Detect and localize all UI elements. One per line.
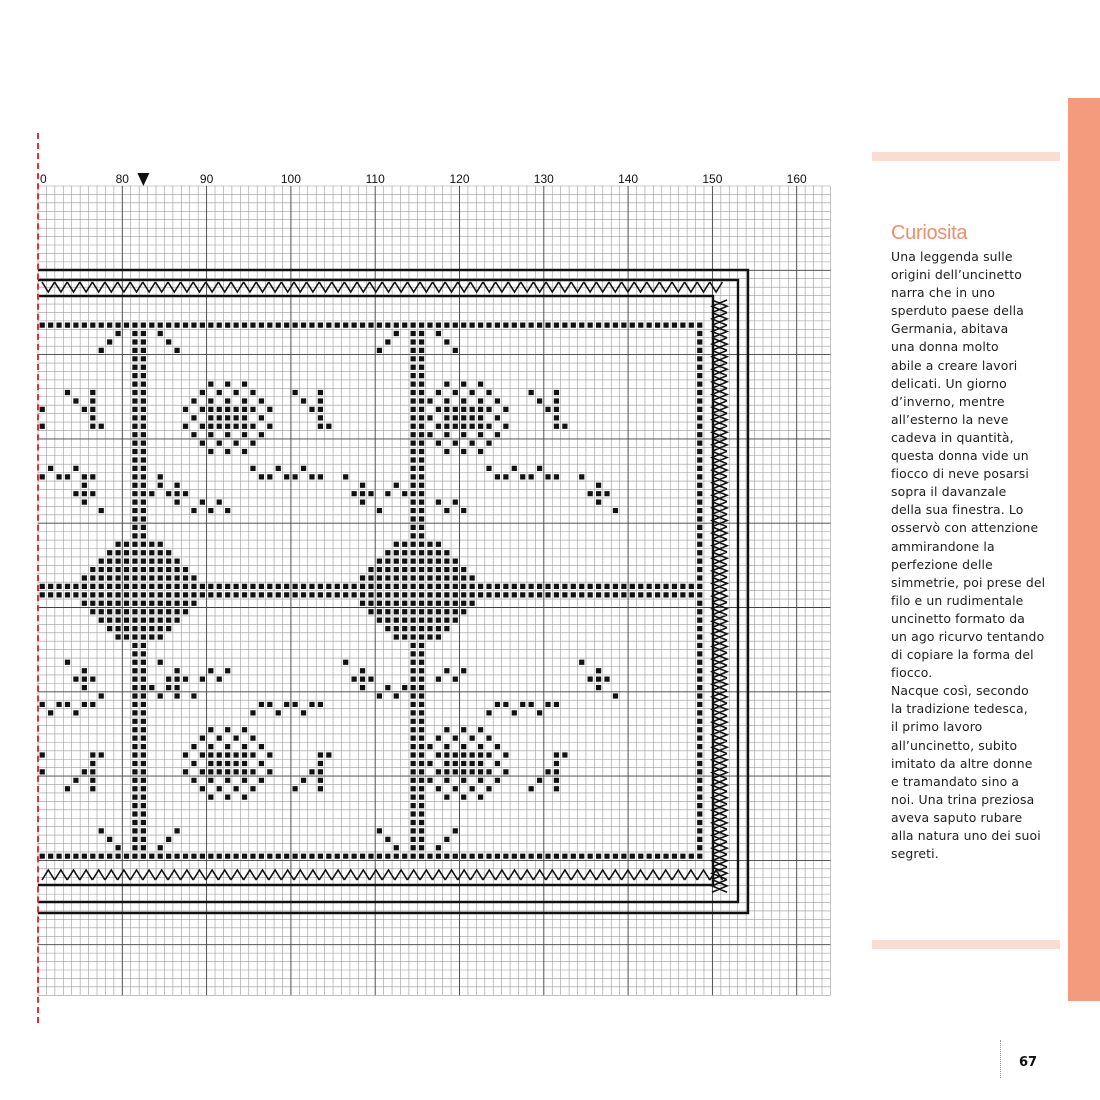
column-label: 160 [786,172,807,186]
footer-divider [1000,1040,1001,1078]
column-label: 130 [533,172,554,186]
column-label: 80 [115,172,129,186]
page-number: 67 [1019,1055,1038,1070]
sidebar-text: Una leggenda sulle origini dell’uncinetto narra che in uno sperduto paese della Germania, abitava una donna molto abile a creare lavori delicati. Un giorno d’inverno, mentre all’esterno la neve cadeva in quantità, questa donna vide un fiocco di neve posarsi sopra il davanzale della sua finestra. Lo osservò con attenzione ammirandone la perfezione delle simmetrie, poi prese del filo e un rudimentale uncinetto formato da un ago ricurvo tentando di copiare la forma del fiocco. Nacque così, secondo la tradizione tedesca, il primo lavoro all’uncinetto, subito imitato da altre donne e tramandato sino a noi. Una trina preziosa aveva saputo rubare alla natura uno dei suoi segreti. [891,249,1046,862]
column-label: 150 [702,172,723,186]
column-label: 0 [40,172,47,186]
column-label: 120 [449,172,470,186]
column-label: 90 [199,172,214,186]
column-label: 100 [280,172,301,186]
page-cut-line [37,133,39,1023]
column-marker [137,173,149,186]
sidebar-top-bar [872,152,1060,161]
sidebar-bottom-bar [872,940,1060,949]
sidebar-title: Curiosita [891,222,968,244]
page-edge-tab [1068,98,1100,1001]
column-label: 140 [618,172,639,186]
column-label: 110 [365,172,385,186]
